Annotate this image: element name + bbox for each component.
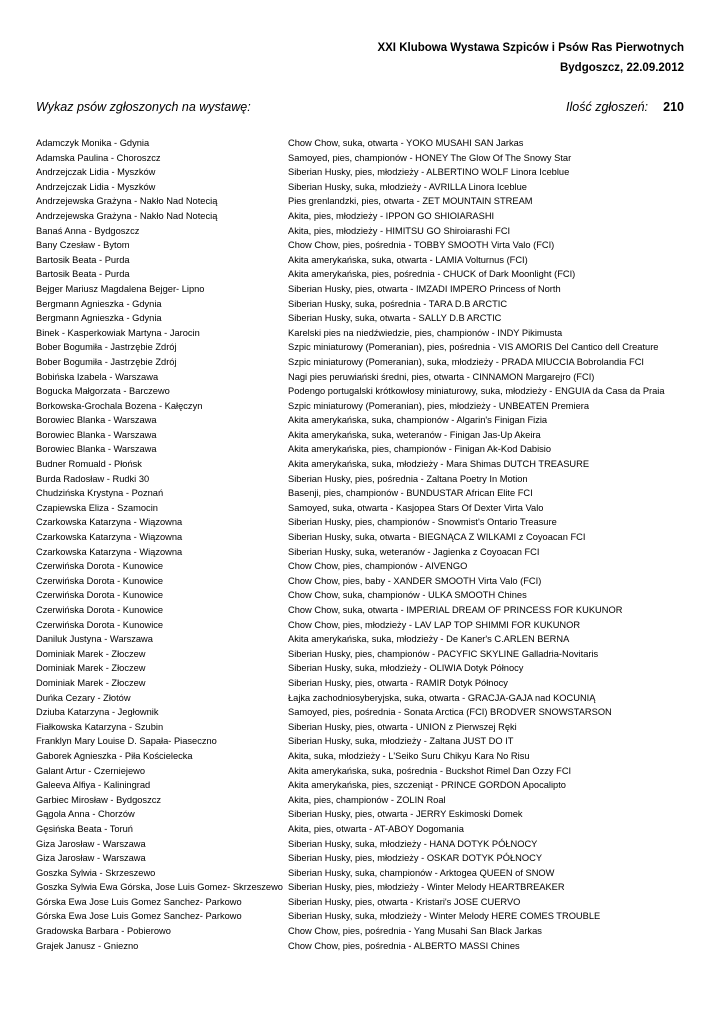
list-item <box>36 474 688 486</box>
owner-cell: Galant Artur - Czerniejewo <box>36 765 146 776</box>
list-item <box>36 269 688 281</box>
entry-cell: Akita, pies, championów - ZOLIN Roal <box>288 794 446 805</box>
entry-cell: Szpic miniaturowy (Pomeranian), pies, młodzieży - UNBEATEN Premiera <box>288 400 590 411</box>
entry-cell: Siberian Husky, suka, młodzieży - OLIWIA Dotyk Północy <box>288 663 524 674</box>
owner-cell: Bober Bogumiła - Jastrzębie Zdrój <box>36 356 177 367</box>
list-item <box>36 663 688 675</box>
list-item <box>36 299 688 311</box>
list-item <box>36 357 688 369</box>
owner-cell: Duńka Cezary - Złotów <box>36 692 131 703</box>
list-item <box>36 634 688 646</box>
owner-cell: Czapiewska Eliza - Szamocin <box>36 502 158 513</box>
entry-count-value: 210 <box>663 100 684 114</box>
show-place-date: Bydgoszcz, 22.09.2012 <box>559 62 684 74</box>
entry-cell: Siberian Husky, pies, otwarta - IMZADI IMPERO Princess of North <box>288 283 561 294</box>
owner-cell: Bartosik Beata - Purda <box>36 254 130 265</box>
owner-cell: Bejger Mariusz Magdalena Bejger- Lipno <box>36 283 205 294</box>
entry-cell: Podengo portugalski krótkowłosy miniaturowy, suka, młodzieży - ENGUIA da Casa da Praia <box>288 386 665 397</box>
owner-cell: Garbiec Mirosław - Bydgoszcz <box>36 794 162 805</box>
entry-cell: Chow Chow, pies, pośrednia - Yang Musahi San Black Jarkas <box>288 926 542 937</box>
list-item <box>36 386 688 398</box>
list-item <box>36 722 688 734</box>
entry-cell: Akita amerykańska, pies, szczeniąt - PRINCE GORDON Apocalipto <box>288 780 566 791</box>
entry-cell: Chow Chow, pies, championów - AIVENGO <box>288 561 468 572</box>
list-item <box>36 196 688 208</box>
owner-cell: Andrzejewska Grażyna - Nakło Nad Notecią <box>36 210 218 221</box>
list-title: Wykaz psów zgłoszonych na wystawę: <box>36 100 251 114</box>
entry-cell: Samoyed, pies, championów - HONEY The Glow Of The Snowy Star <box>288 152 572 163</box>
list-item <box>36 517 688 529</box>
list-item <box>36 284 688 296</box>
list-item <box>36 532 688 544</box>
entry-cell: Siberian Husky, pies, młodzieży - ALBERTINO WOLF Linora Iceblue <box>288 167 570 178</box>
owner-cell: Bobińska Izabela - Warszawa <box>36 371 159 382</box>
owner-cell: Fiałkowska Katarzyna - Szubin <box>36 721 164 732</box>
list-item <box>36 868 688 880</box>
list-item <box>36 401 688 413</box>
entry-cell: Siberian Husky, pies, otwarta - UNION z Pierwszej Ręki <box>288 721 517 732</box>
list-item <box>36 255 688 267</box>
list-item <box>36 153 688 165</box>
list-item <box>36 444 688 456</box>
owner-cell: Franklyn Mary Louise D. Sapała- Piaseczno <box>36 736 217 747</box>
entry-cell: Akita amerykańska, suka, młodzieży - Mara Shimas DUTCH TREASURE <box>288 459 590 470</box>
owner-cell: Adamska Paulina - Choroszcz <box>36 152 161 163</box>
owner-cell: Bober Bogumiła - Jastrzębie Zdrój <box>36 342 177 353</box>
entry-cell: Szpic miniaturowy (Pomeranian), suka, młodzieży - PRADA MIUCCIA Bobrolandia FCI <box>288 356 644 367</box>
owner-cell: Adamczyk Monika - Gdynia <box>36 138 150 148</box>
list-item <box>36 182 688 194</box>
entry-cell: Chow Chow, pies, baby - XANDER SMOOTH Virta Valo (FCI) <box>288 575 542 586</box>
owner-cell: Andrzejczak Lidia - Myszków <box>36 167 156 178</box>
owner-cell: Czarkowska Katarzyna - Wiązowna <box>36 517 183 528</box>
list-item <box>36 926 688 938</box>
entry-cell: Chow Chow, suka, otwarta - YOKO MUSAHI SAN Jarkas <box>288 138 524 148</box>
entry-cell: Siberian Husky, pies, championów - Snowmist's Ontario Treasure <box>288 517 557 528</box>
owner-cell: Daniluk Justyna - Warszawa <box>36 634 153 645</box>
entry-cell: Siberian Husky, suka, młodzieży - Winter Melody HERE COMES TROUBLE <box>288 911 601 922</box>
entry-cell: Pies grenlandzki, pies, otwarta - ZET MOUNTAIN STREAM <box>288 196 533 207</box>
owner-cell: Andrzejczak Lidia - Myszków <box>36 181 156 192</box>
owner-cell: Gradowska Barbara - Pobierowo <box>36 926 171 937</box>
list-item <box>36 138 688 150</box>
owner-cell: Gągola Anna - Chorzów <box>36 809 135 820</box>
owner-cell: Bogucka Małgorzata - Barczewo <box>36 386 170 397</box>
owner-cell: Bergmann Agnieszka - Gdynia <box>36 313 162 324</box>
list-item <box>36 795 688 807</box>
entry-cell: Siberian Husky, suka, otwarta - SALLY D.B ARCTIC <box>288 313 502 324</box>
list-item <box>36 503 688 515</box>
list-item <box>36 488 688 500</box>
owner-cell: Gęsińska Beata - Toruń <box>36 823 133 834</box>
list-item <box>36 649 688 661</box>
list-item <box>36 547 688 559</box>
entry-cell: Karelski pies na niedźwiedzie, pies, championów - INDY Pikimusta <box>288 327 563 338</box>
owner-cell: Borkowska-Grochala Bozena - Kałęczyn <box>36 400 203 411</box>
list-item <box>36 780 688 792</box>
owner-cell: Czerwińska Dorota - Kunowice <box>36 590 164 601</box>
owner-cell: Borowiec Blanka - Warszawa <box>36 429 157 440</box>
list-item <box>36 707 688 719</box>
entry-cell: Siberian Husky, suka, młodzieży - AVRILLA Linora Iceblue <box>288 181 527 192</box>
list-item <box>36 766 688 778</box>
list-item <box>36 620 688 632</box>
owner-cell: Giza Jarosław - Warszawa <box>36 838 146 849</box>
entry-cell: Chow Chow, pies, młodzieży - LAV LAP TOP SHIMMI FOR KUKUNOR <box>288 619 581 630</box>
list-item <box>36 430 688 442</box>
owner-cell: Górska Ewa Jose Luis Gomez Sanchez- Parkowo <box>36 911 242 922</box>
owner-cell: Czerwińska Dorota - Kunowice <box>36 619 164 630</box>
owner-cell: Dominiak Marek - Złoczew <box>36 677 146 688</box>
list-item <box>36 824 688 836</box>
owner-cell: Banaś Anna - Bydgoszcz <box>36 225 140 236</box>
owner-cell: Goszka Sylwia Ewa Górska, Jose Luis Gomez- Skrzeszewo <box>36 882 283 893</box>
list-item <box>36 941 688 953</box>
owner-cell: Grajek Janusz - Gniezno <box>36 940 139 951</box>
owner-cell: Czarkowska Katarzyna - Wiązowna <box>36 546 183 557</box>
owner-cell: Giza Jarosław - Warszawa <box>36 853 146 864</box>
list-item <box>36 897 688 909</box>
list-item <box>36 240 688 252</box>
list-item <box>36 211 688 223</box>
owner-cell: Borowiec Blanka - Warszawa <box>36 444 157 455</box>
list-item <box>36 911 688 923</box>
list-item <box>36 751 688 763</box>
owner-cell: Bergmann Agnieszka - Gdynia <box>36 298 162 309</box>
list-item <box>36 882 688 894</box>
entry-cell: Nagi pies peruwiański średni, pies, otwarta - CINNAMON Margarejro (FCI) <box>288 371 595 382</box>
entry-cell: Samoyed, pies, pośrednia - Sonata Arctica (FCI) BRODVER SNOWSTARSON <box>288 707 612 718</box>
list-item <box>36 313 688 325</box>
list-item <box>36 415 688 427</box>
list-item <box>36 590 688 602</box>
owner-cell: Czerwińska Dorota - Kunowice <box>36 605 164 615</box>
entry-cell: Chow Chow, pies, pośrednia - TOBBY SMOOTH Virta Valo (FCI) <box>288 240 555 251</box>
list-item <box>36 372 688 384</box>
entry-cell: Siberian Husky, pies, otwarta - Kristari's JOSE CUERVO <box>288 896 521 907</box>
entry-cell: Siberian Husky, suka, młodzieży - Zaltana JUST DO IT <box>288 736 514 747</box>
entry-cell: Siberian Husky, pies, pośrednia - Zaltana Poetry In Motion <box>288 473 528 484</box>
owner-cell: Gaborek Agnieszka - Piła Kościelecka <box>36 750 193 761</box>
entry-cell: Siberian Husky, pies, championów - PACYFIC SKYLINE Galladria-Novitaris <box>288 648 599 659</box>
owner-cell: Czerwińska Dorota - Kunowice <box>36 575 164 586</box>
entry-cell: Akita, suka, młodzieży - L'Seiko Suru Chikyu Kara No Risu <box>288 750 530 761</box>
list-item <box>36 839 688 851</box>
owner-cell: Burda Radosław - Rudki 30 <box>36 473 150 484</box>
entry-cell: Siberian Husky, pies, młodzieży - Winter Melody HEARTBREAKER <box>288 882 565 893</box>
owner-cell: Binek - Kasperkowiak Martyna - Jarocin <box>36 327 200 338</box>
entry-cell: Akita amerykańska, suka, weteranów - Finigan Jas-Up Akeira <box>288 429 541 440</box>
list-item <box>36 167 688 179</box>
list-item <box>36 736 688 748</box>
entry-cell: Siberian Husky, pies, młodzieży - OSKAR DOTYK PÓŁNOCY <box>288 853 543 864</box>
entry-cell: Siberian Husky, suka, championów - Arktogea QUEEN of SNOW <box>288 867 555 878</box>
list-item <box>36 576 688 588</box>
entry-cell: Akita amerykańska, suka, pośrednia - Buckshot Rimel Dan Ozzy FCI <box>288 765 572 776</box>
list-item <box>36 605 688 617</box>
entry-cell: Chow Chow, suka, championów - ULKA SMOOTH Chines <box>288 590 527 601</box>
entry-cell: Łajka zachodniosyberyjska, suka, otwarta - GRACJA-GAJA nad KOCUNIĄ <box>288 692 596 703</box>
owner-cell: Andrzejewska Grażyna - Nakło Nad Notecią <box>36 196 218 207</box>
entry-cell: Samoyed, suka, otwarta - Kasjopea Stars Of Dexter Virta Valo <box>288 502 544 513</box>
list-item <box>36 342 688 354</box>
entry-count-label: Ilość zgłoszeń: <box>566 100 648 114</box>
entry-cell: Szpic miniaturowy (Pomeranian), pies, pośrednia - VIS AMORIS Del Cantico dell Creature <box>288 342 659 353</box>
entry-cell: Akita, pies, otwarta - AT-ABOY Dogomania <box>288 823 464 834</box>
owner-cell: Czerwińska Dorota - Kunowice <box>36 561 164 572</box>
entry-cell: Akita, pies, młodzieży - IPPON GO SHIOIARASHI <box>288 210 495 221</box>
entries-list <box>36 138 688 955</box>
list-item <box>36 328 688 340</box>
owner-cell: Chudzińska Krystyna - Poznań <box>36 488 164 499</box>
entry-cell: Akita amerykańska, suka, młodzieży - De Kaner's C.ARLEN BERNA <box>288 634 570 645</box>
entry-cell: Siberian Husky, suka, weteranów - Jagienka z Coyoacan FCI <box>288 546 540 557</box>
entry-cell: Akita amerykańska, suka, otwarta - LAMIA Volturnus (FCI) <box>288 254 528 265</box>
list-item <box>36 853 688 865</box>
owner-cell: Dominiak Marek - Złoczew <box>36 648 146 659</box>
entry-cell: Akita amerykańska, pies, championów - Finigan Ak-Kod Dabisio <box>288 444 552 455</box>
owner-cell: Bany Czesław - Bytom <box>36 240 130 251</box>
owner-cell: Budner Romuald - Płońsk <box>36 459 142 470</box>
list-item <box>36 809 688 821</box>
list-item <box>36 693 688 705</box>
entry-cell: Chow Chow, suka, otwarta - IMPERIAL DREAM OF PRINCESS FOR KUKUNOR <box>288 605 623 615</box>
entry-cell: Akita, pies, młodzieży - HIMITSU GO Shiroiarashi FCI <box>288 225 511 236</box>
entry-cell: Siberian Husky, pies, otwarta - JERRY Eskimoski Domek <box>288 809 523 820</box>
list-item <box>36 226 688 238</box>
list-item <box>36 678 688 690</box>
owner-cell: Dziuba Katarzyna - Jegłownik <box>36 707 159 718</box>
owner-cell: Górska Ewa Jose Luis Gomez Sanchez- Parkowo <box>36 896 242 907</box>
entry-cell: Basenji, pies, championów - BUNDUSTAR African Elite FCI <box>288 488 533 499</box>
owner-cell: Dominiak Marek - Złoczew <box>36 663 146 674</box>
entry-cell: Chow Chow, pies, pośrednia - ALBERTO MASSI Chines <box>288 940 520 951</box>
entry-cell: Siberian Husky, suka, otwarta - BIEGNĄCA Z WILKAMI z Coyoacan FCI <box>288 532 586 543</box>
show-title: XXI Klubowa Wystawa Szpiców i Psów Ras Pierwotnych <box>377 42 684 54</box>
entry-cell: Siberian Husky, pies, otwarta - RAMIR Dotyk Północy <box>288 677 508 688</box>
owner-cell: Czarkowska Katarzyna - Wiązowna <box>36 532 183 543</box>
entry-cell: Siberian Husky, suka, pośrednia - TARA D.B ARCTIC <box>288 298 508 309</box>
owner-cell: Galeeva Alfiya - Kaliningrad <box>36 780 151 791</box>
owner-cell: Goszka Sylwia - Skrzeszewo <box>36 867 156 878</box>
owner-cell: Borowiec Blanka - Warszawa <box>36 415 157 426</box>
owner-cell: Bartosik Beata - Purda <box>36 269 130 280</box>
entry-cell: Akita amerykańska, suka, championów - Algarin's Finigan Fizia <box>288 415 548 426</box>
list-item <box>36 561 688 573</box>
entry-cell: Akita amerykańska, pies, pośrednia - CHUCK of Dark Moonlight (FCI) <box>288 269 576 280</box>
list-item <box>36 459 688 471</box>
entry-cell: Siberian Husky, suka, młodzieży - HANA DOTYK PÓŁNOCY <box>288 838 538 849</box>
